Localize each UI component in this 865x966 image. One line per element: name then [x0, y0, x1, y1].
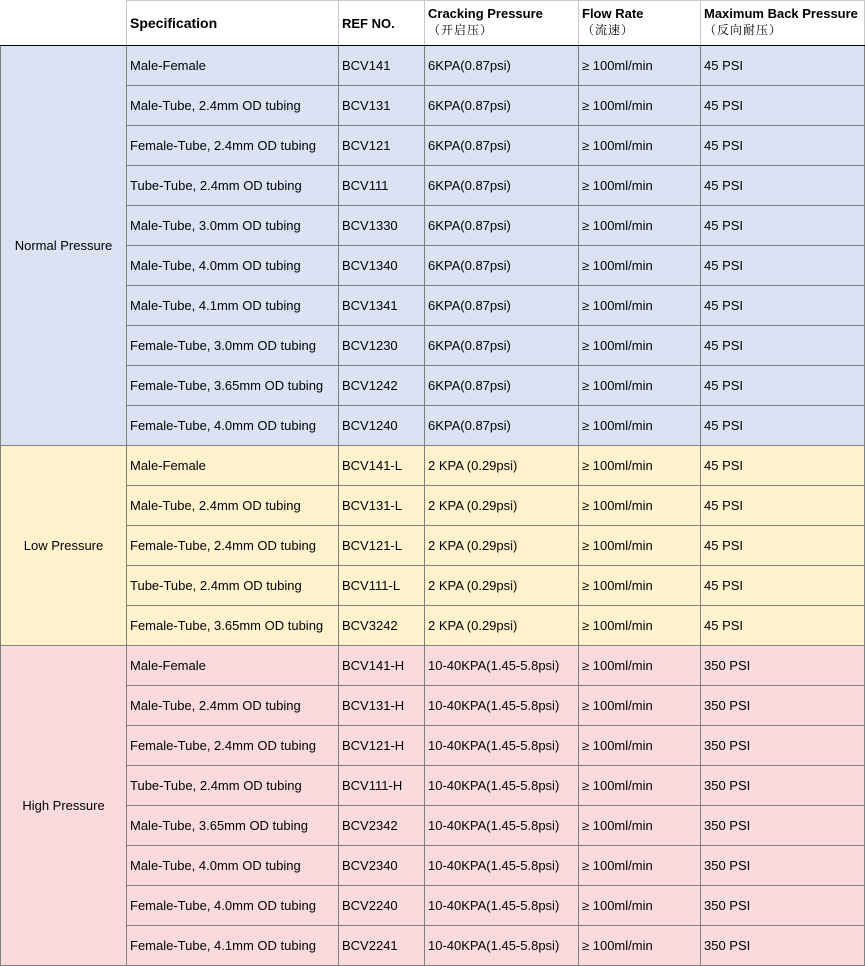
- cell-cracking-pressure: 10-40KPA(1.45-5.8psi): [425, 646, 579, 686]
- table-row: [1, 486, 865, 526]
- table-row: [1, 566, 865, 606]
- cell-max-back-pressure: 45 PSI: [701, 486, 865, 526]
- cell-specification: Male-Female: [127, 446, 339, 486]
- cell-cracking-pressure: 10-40KPA(1.45-5.8psi): [425, 806, 579, 846]
- table-row: [1, 926, 865, 966]
- cell-max-back-pressure: 350 PSI: [701, 846, 865, 886]
- cell-flow-rate: ≥ 100ml/min: [579, 726, 701, 766]
- cell-ref-no: BCV131-H: [339, 686, 425, 726]
- cell-max-back-pressure: 350 PSI: [701, 886, 865, 926]
- cell-flow-rate: ≥ 100ml/min: [579, 806, 701, 846]
- cell-ref-no: BCV111: [339, 166, 425, 206]
- cell-specification: Tube-Tube, 2.4mm OD tubing: [127, 766, 339, 806]
- cell-flow-rate: ≥ 100ml/min: [579, 126, 701, 166]
- cell-max-back-pressure: 45 PSI: [701, 246, 865, 286]
- cell-max-back-pressure: 45 PSI: [701, 606, 865, 646]
- cell-flow-rate: ≥ 100ml/min: [579, 326, 701, 366]
- cell-max-back-pressure: 45 PSI: [701, 126, 865, 166]
- cell-max-back-pressure: 350 PSI: [701, 726, 865, 766]
- cell-max-back-pressure: 350 PSI: [701, 686, 865, 726]
- cell-cracking-pressure: 6KPA(0.87psi): [425, 126, 579, 166]
- cell-max-back-pressure: 45 PSI: [701, 46, 865, 86]
- header-cracking-pressure: [425, 1, 579, 46]
- cell-max-back-pressure: 45 PSI: [701, 206, 865, 246]
- table-row: [1, 286, 865, 326]
- cell-ref-no: BCV1230: [339, 326, 425, 366]
- table-row: [1, 366, 865, 406]
- cell-flow-rate: ≥ 100ml/min: [579, 566, 701, 606]
- cell-cracking-pressure: 6KPA(0.87psi): [425, 46, 579, 86]
- cell-flow-rate: ≥ 100ml/min: [579, 526, 701, 566]
- cell-cracking-pressure: 6KPA(0.87psi): [425, 326, 579, 366]
- cell-max-back-pressure: 350 PSI: [701, 806, 865, 846]
- table-row: [1, 806, 865, 846]
- cell-ref-no: BCV111-H: [339, 766, 425, 806]
- cell-cracking-pressure: 10-40KPA(1.45-5.8psi): [425, 926, 579, 966]
- cell-max-back-pressure: 350 PSI: [701, 646, 865, 686]
- cell-specification: Female-Tube, 2.4mm OD tubing: [127, 126, 339, 166]
- table-row: [1, 126, 865, 166]
- cell-ref-no: BCV1341: [339, 286, 425, 326]
- cell-specification: Male-Tube, 2.4mm OD tubing: [127, 486, 339, 526]
- cell-ref-no: BCV2240: [339, 886, 425, 926]
- cell-cracking-pressure: 6KPA(0.87psi): [425, 366, 579, 406]
- cell-specification: Tube-Tube, 2.4mm OD tubing: [127, 566, 339, 606]
- cell-cracking-pressure: 6KPA(0.87psi): [425, 406, 579, 446]
- cell-specification: Female-Tube, 2.4mm OD tubing: [127, 526, 339, 566]
- cell-cracking-pressure: 2 KPA (0.29psi): [425, 486, 579, 526]
- header-flow-rate-label: Flow Rate: [582, 6, 644, 21]
- table-row: [1, 46, 865, 86]
- cell-ref-no: BCV2241: [339, 926, 425, 966]
- cell-flow-rate: ≥ 100ml/min: [579, 46, 701, 86]
- cell-max-back-pressure: 45 PSI: [701, 406, 865, 446]
- cell-ref-no: BCV141-H: [339, 646, 425, 686]
- header-flow-rate: [579, 1, 701, 46]
- table-row: [1, 606, 865, 646]
- table-row: [1, 686, 865, 726]
- cell-flow-rate: ≥ 100ml/min: [579, 86, 701, 126]
- table-row: [1, 166, 865, 206]
- cell-cracking-pressure: 2 KPA (0.29psi): [425, 446, 579, 486]
- table-row: [1, 406, 865, 446]
- table-body: [1, 46, 865, 966]
- cell-max-back-pressure: 45 PSI: [701, 366, 865, 406]
- cell-flow-rate: ≥ 100ml/min: [579, 686, 701, 726]
- cell-flow-rate: ≥ 100ml/min: [579, 926, 701, 966]
- cell-specification: Male-Tube, 3.0mm OD tubing: [127, 206, 339, 246]
- cell-ref-no: BCV1242: [339, 366, 425, 406]
- cell-flow-rate: ≥ 100ml/min: [579, 846, 701, 886]
- cell-max-back-pressure: 45 PSI: [701, 86, 865, 126]
- cell-specification: Female-Tube, 4.0mm OD tubing: [127, 886, 339, 926]
- cell-flow-rate: ≥ 100ml/min: [579, 246, 701, 286]
- cell-specification: Male-Female: [127, 646, 339, 686]
- cell-cracking-pressure: 10-40KPA(1.45-5.8psi): [425, 686, 579, 726]
- cell-max-back-pressure: 45 PSI: [701, 326, 865, 366]
- cell-flow-rate: ≥ 100ml/min: [579, 886, 701, 926]
- cell-max-back-pressure: 350 PSI: [701, 766, 865, 806]
- table-row: [1, 246, 865, 286]
- table-row: [1, 766, 865, 806]
- cell-specification: Male-Tube, 3.65mm OD tubing: [127, 806, 339, 846]
- cell-ref-no: BCV141-L: [339, 446, 425, 486]
- header-ref-no: REF NO.: [339, 1, 425, 46]
- header-max-back-pressure-label: Maximum Back Pressure: [704, 6, 858, 21]
- cell-specification: Female-Tube, 3.65mm OD tubing: [127, 366, 339, 406]
- table-row: [1, 206, 865, 246]
- cell-ref-no: BCV121-L: [339, 526, 425, 566]
- cell-max-back-pressure: 45 PSI: [701, 526, 865, 566]
- cell-cracking-pressure: 6KPA(0.87psi): [425, 246, 579, 286]
- header-max-back-pressure-cn: （反向耐压）: [704, 23, 783, 37]
- cell-flow-rate: ≥ 100ml/min: [579, 606, 701, 646]
- cell-specification: Male-Tube, 4.1mm OD tubing: [127, 286, 339, 326]
- cell-specification: Male-Female: [127, 46, 339, 86]
- cell-specification: Female-Tube, 4.1mm OD tubing: [127, 926, 339, 966]
- cell-ref-no: BCV1240: [339, 406, 425, 446]
- cell-cracking-pressure: 2 KPA (0.29psi): [425, 606, 579, 646]
- header-specification: Specification: [127, 1, 339, 46]
- cell-flow-rate: ≥ 100ml/min: [579, 406, 701, 446]
- cell-ref-no: BCV141: [339, 46, 425, 86]
- table-row: [1, 846, 865, 886]
- cell-cracking-pressure: 10-40KPA(1.45-5.8psi): [425, 846, 579, 886]
- table-row: [1, 86, 865, 126]
- cell-specification: Male-Tube, 2.4mm OD tubing: [127, 686, 339, 726]
- cell-flow-rate: ≥ 100ml/min: [579, 206, 701, 246]
- cell-cracking-pressure: 10-40KPA(1.45-5.8psi): [425, 726, 579, 766]
- group-label: Normal Pressure: [1, 46, 127, 446]
- cell-flow-rate: ≥ 100ml/min: [579, 286, 701, 326]
- table-row: [1, 646, 865, 686]
- table-row: [1, 726, 865, 766]
- table-row: [1, 526, 865, 566]
- group-header-cell: [1, 1, 127, 46]
- cell-cracking-pressure: 10-40KPA(1.45-5.8psi): [425, 886, 579, 926]
- cell-specification: Male-Tube, 2.4mm OD tubing: [127, 86, 339, 126]
- cell-specification: Male-Tube, 4.0mm OD tubing: [127, 246, 339, 286]
- cell-flow-rate: ≥ 100ml/min: [579, 486, 701, 526]
- cell-ref-no: BCV121-H: [339, 726, 425, 766]
- cell-specification: Male-Tube, 4.0mm OD tubing: [127, 846, 339, 886]
- cell-cracking-pressure: 6KPA(0.87psi): [425, 166, 579, 206]
- cell-ref-no: BCV1340: [339, 246, 425, 286]
- cell-specification: Female-Tube, 3.0mm OD tubing: [127, 326, 339, 366]
- cell-cracking-pressure: 6KPA(0.87psi): [425, 206, 579, 246]
- cell-ref-no: BCV131-L: [339, 486, 425, 526]
- header-row: [1, 1, 865, 46]
- cell-cracking-pressure: 6KPA(0.87psi): [425, 286, 579, 326]
- cell-max-back-pressure: 45 PSI: [701, 566, 865, 606]
- group-label: Low Pressure: [1, 446, 127, 646]
- cell-cracking-pressure: 10-40KPA(1.45-5.8psi): [425, 766, 579, 806]
- group-label: High Pressure: [1, 646, 127, 966]
- cell-flow-rate: ≥ 100ml/min: [579, 766, 701, 806]
- header-max-back-pressure: [701, 1, 865, 46]
- cell-max-back-pressure: 350 PSI: [701, 926, 865, 966]
- cell-ref-no: BCV121: [339, 126, 425, 166]
- header-cracking-pressure-label: Cracking Pressure: [428, 6, 543, 21]
- cell-ref-no: BCV2340: [339, 846, 425, 886]
- table-row: [1, 446, 865, 486]
- cell-max-back-pressure: 45 PSI: [701, 166, 865, 206]
- cell-cracking-pressure: 2 KPA (0.29psi): [425, 566, 579, 606]
- cell-ref-no: BCV3242: [339, 606, 425, 646]
- cell-flow-rate: ≥ 100ml/min: [579, 446, 701, 486]
- cell-flow-rate: ≥ 100ml/min: [579, 366, 701, 406]
- cell-flow-rate: ≥ 100ml/min: [579, 646, 701, 686]
- cell-cracking-pressure: 6KPA(0.87psi): [425, 86, 579, 126]
- cell-max-back-pressure: 45 PSI: [701, 286, 865, 326]
- table-row: [1, 326, 865, 366]
- cell-specification: Female-Tube, 3.65mm OD tubing: [127, 606, 339, 646]
- cell-flow-rate: ≥ 100ml/min: [579, 166, 701, 206]
- cell-ref-no: BCV111-L: [339, 566, 425, 606]
- table-row: [1, 886, 865, 926]
- cell-ref-no: BCV2342: [339, 806, 425, 846]
- cell-ref-no: BCV131: [339, 86, 425, 126]
- cell-specification: Female-Tube, 4.0mm OD tubing: [127, 406, 339, 446]
- cell-cracking-pressure: 2 KPA (0.29psi): [425, 526, 579, 566]
- header-cracking-pressure-cn: （开启压）: [428, 23, 494, 37]
- cell-specification: Tube-Tube, 2.4mm OD tubing: [127, 166, 339, 206]
- header-flow-rate-cn: （流速）: [582, 23, 635, 37]
- cell-ref-no: BCV1330: [339, 206, 425, 246]
- cell-max-back-pressure: 45 PSI: [701, 446, 865, 486]
- cell-specification: Female-Tube, 2.4mm OD tubing: [127, 726, 339, 766]
